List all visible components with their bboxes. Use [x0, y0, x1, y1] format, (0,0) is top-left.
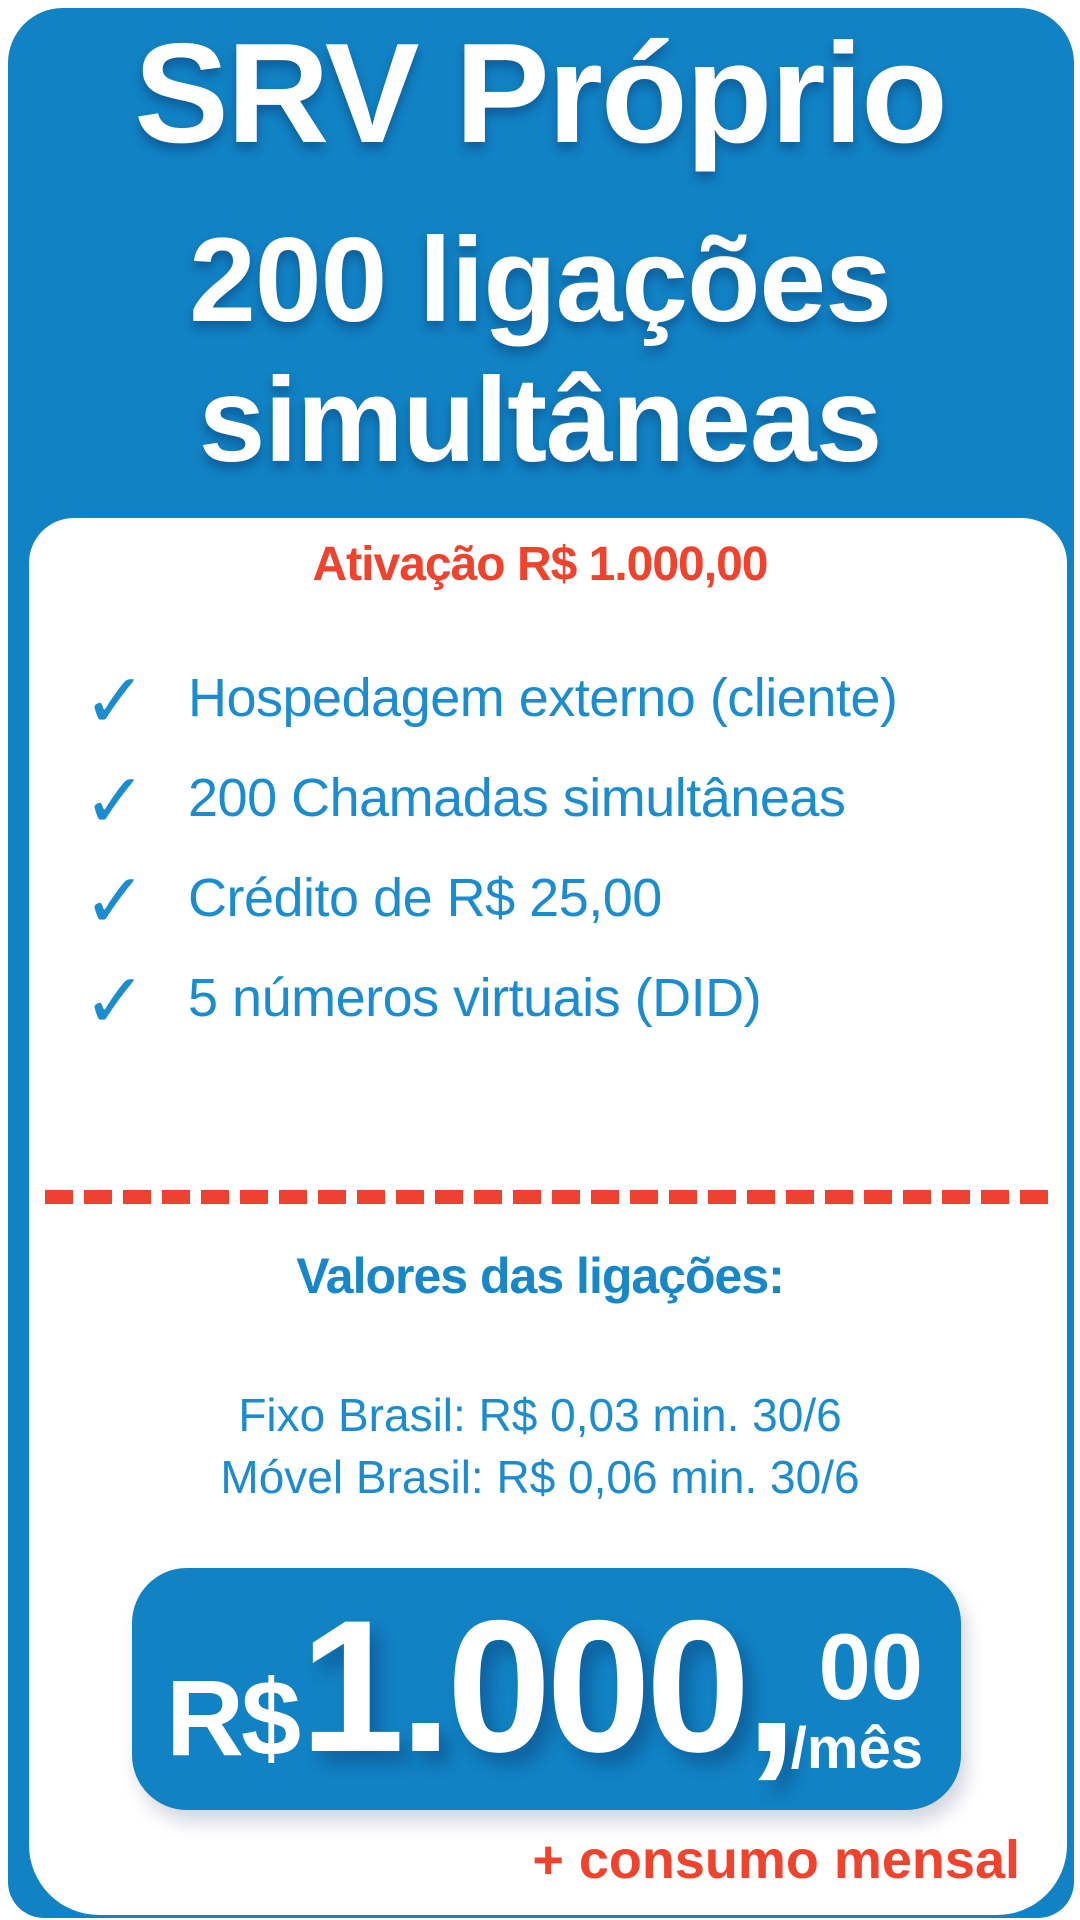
- consumption-footnote: + consumo mensal: [532, 1830, 1020, 1890]
- feature-label: Crédito de R$ 25,00: [188, 868, 662, 928]
- monthly-price-badge: [132, 1568, 961, 1810]
- feature-list: [0, 648, 1080, 1048]
- plan-subtitle-line1: 200 ligações: [189, 213, 891, 347]
- dashed-divider: [45, 1190, 1048, 1204]
- check-icon: ✓: [83, 756, 147, 845]
- activation-fee: Ativação R$ 1.000,00: [312, 538, 768, 591]
- check-icon: ✓: [83, 956, 147, 1045]
- feature-label: Hospedagem externo (cliente): [188, 668, 898, 728]
- feature-label: 5 números virtuais (DID): [188, 968, 762, 1028]
- check-icon: ✓: [83, 856, 147, 945]
- feature-item-hosting: [0, 648, 1080, 748]
- plan-subtitle-line2: simultâneas: [198, 353, 882, 487]
- check-icon: ✓: [83, 656, 147, 745]
- feature-item-credit: [0, 848, 1080, 948]
- feature-label: 200 Chamadas simultâneas: [188, 768, 846, 828]
- price-amount: 1.000,: [300, 1581, 793, 1791]
- rate-fixed-brazil: Fixo Brasil: R$ 0,03 min. 30/6: [238, 1389, 842, 1441]
- plan-title: SRV Próprio: [134, 14, 946, 173]
- feature-item-virtual-numbers: [0, 948, 1080, 1048]
- price-currency: R$: [166, 1657, 299, 1778]
- rates-heading: Valores das ligações:: [296, 1248, 784, 1304]
- price-cents: 00: [818, 1614, 923, 1719]
- price-period: /mês: [790, 1716, 923, 1781]
- rate-mobile-brazil: Móvel Brasil: R$ 0,06 min. 30/6: [220, 1451, 860, 1503]
- feature-item-simultaneous-calls: [0, 748, 1080, 848]
